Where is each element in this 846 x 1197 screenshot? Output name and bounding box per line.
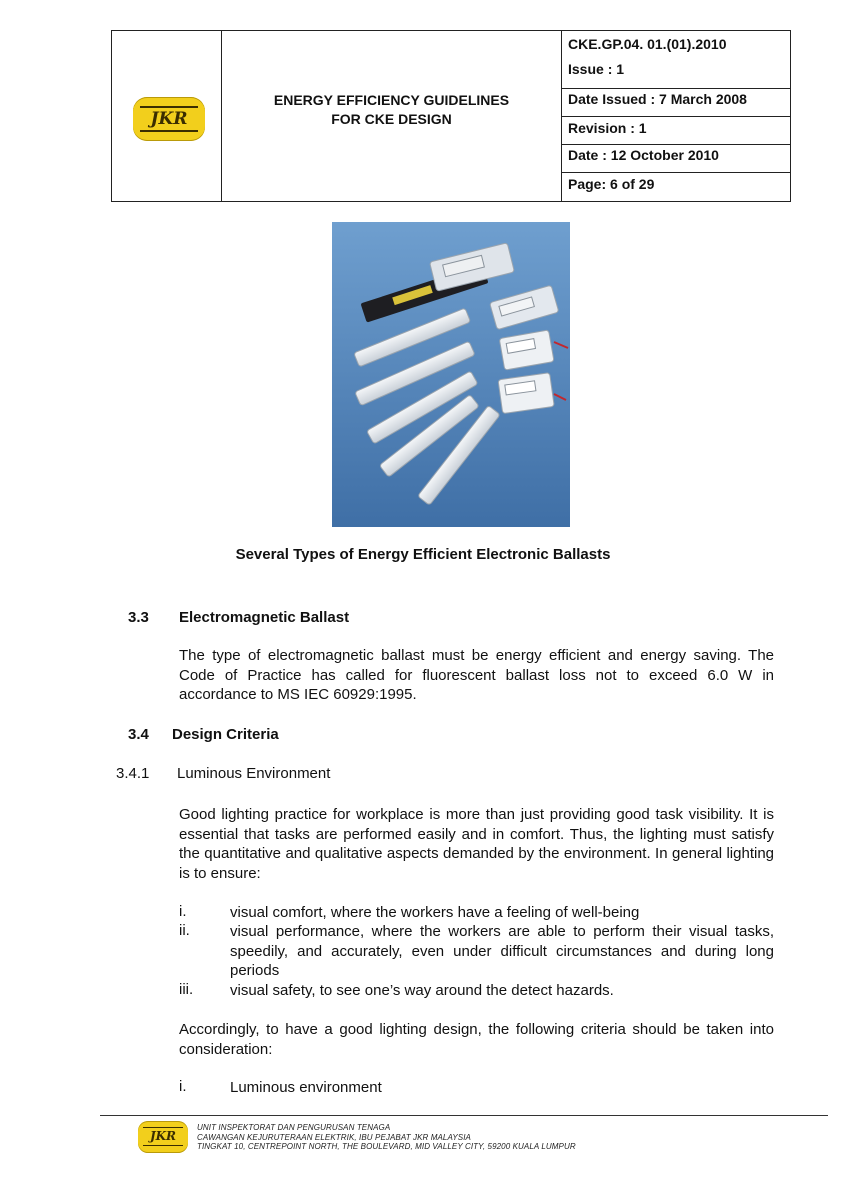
jkr-logo: JKR [133, 97, 205, 141]
list-item-number: i. [179, 903, 187, 920]
list-item-text: visual performance, where the workers are able to perform their visual tasks, speedily, and accurately, even under difficult circumstances and during long periods [230, 923, 774, 979]
list-item-text: Luminous environment [230, 1079, 382, 1096]
section-3-4-1-number: 3.4.1 [116, 765, 150, 782]
footer-jkr-logo: JKR [138, 1121, 188, 1153]
figure-caption: Several Types of Energy Efficient Electronic Ballasts [235, 546, 611, 563]
section-3-3-number: 3.3 [128, 609, 149, 626]
footer-line-1: UNIT INSPEKTORAT DAN PENGURUSAN TENAGA [197, 1123, 391, 1132]
list-item-number: ii. [179, 922, 190, 939]
revision: Revision : 1 [562, 117, 790, 145]
header-logo-cell [112, 31, 222, 201]
footer-line-2: CAWANGAN KEJURUTERAAN ELEKTRIK, IBU PEJABAT JKR MALAYSIA [197, 1133, 471, 1142]
list-item-text: visual comfort, where the workers have a feeling of well-being [230, 904, 640, 921]
section-3-4-number: 3.4 [128, 726, 149, 743]
list-item-number: iii. [179, 981, 194, 998]
section-3-4-1-paragraph-2: Accordingly, to have a good lighting design, the following criteria should be taken into consideration: [179, 1021, 774, 1058]
page-number: Page: 6 of 29 [568, 176, 655, 192]
section-3-4-1-title: Luminous Environment [177, 765, 331, 782]
date: Date : 12 October 2010 [562, 145, 790, 173]
document-header [111, 30, 791, 202]
document-title: ENERGY EFFICIENCY GUIDELINES FOR CKE DESIGN [273, 92, 510, 127]
ballasts-photo [332, 222, 570, 527]
section-3-4-1-paragraph: Good lighting practice for workplace is more than just providing good task visibility. It is essential that tasks are performed easily and in comfort. Thus, the lighting must satisfy the quantitative and qualitative aspects demanded by the environment. In general lighting is to ensure: [179, 806, 774, 882]
issue: Issue : 1 [562, 61, 790, 89]
section-3-3-title: Electromagnetic Ballast [179, 609, 350, 626]
footer-divider [100, 1115, 828, 1116]
list-item-text: visual safety, to see one’s way around the detect hazards. [230, 982, 614, 999]
footer-line-3: TINGKAT 10, CENTREPOINT NORTH, THE BOULEVARD, MID VALLEY CITY, 59200 KUALA LUMPUR [197, 1142, 576, 1151]
list-item-number: i. [179, 1078, 187, 1095]
date-issued: Date Issued : 7 March 2008 [562, 89, 790, 117]
doc-code: CKE.GP.04. 01.(01).2010 [568, 36, 727, 52]
section-3-3-paragraph: The type of electromagnetic ballast must be energy efficient and energy saving. The Code of Practice has called for fluorescent ballast loss not to exceed 6.0 W in accordance to MS IEC 60929:1995. [179, 647, 774, 703]
section-3-4-title: Design Criteria [172, 726, 279, 743]
header-meta-cell [562, 31, 790, 201]
header-title-cell [222, 31, 562, 201]
